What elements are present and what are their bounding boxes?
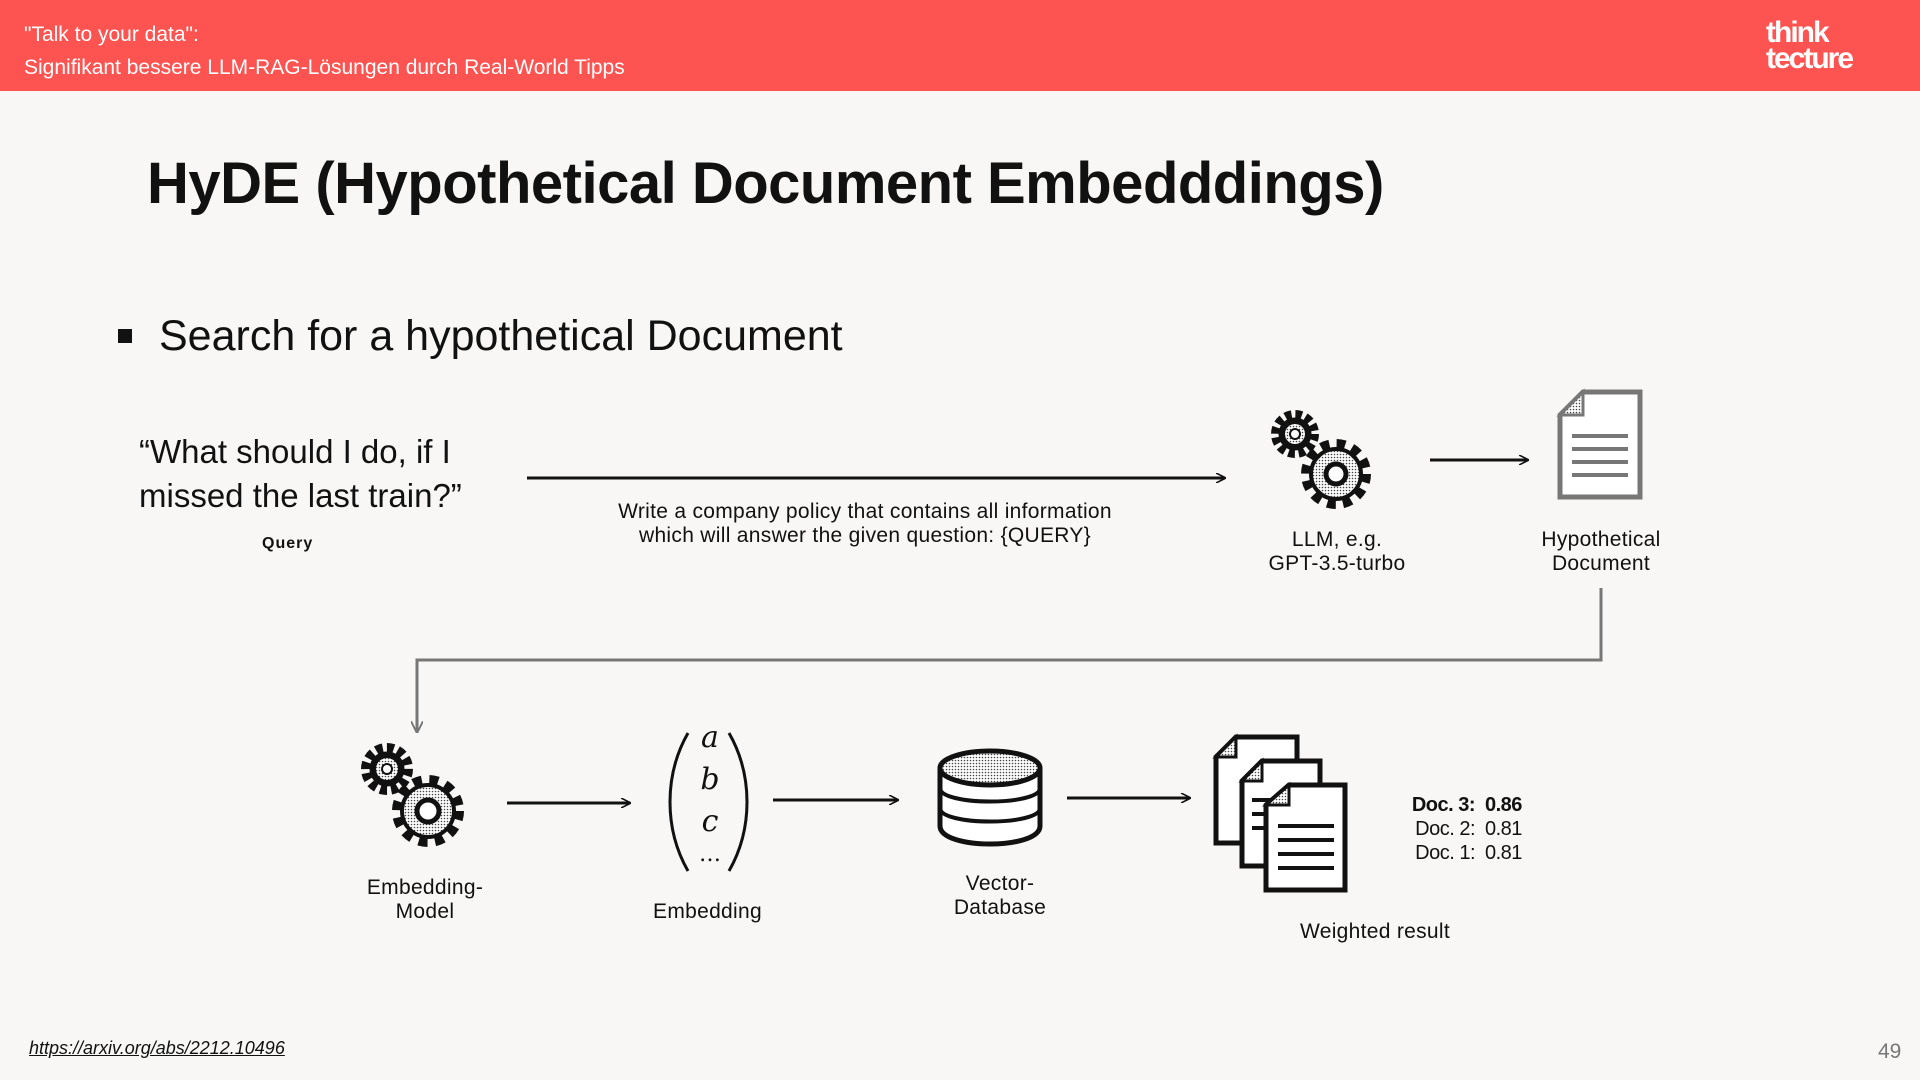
- prompt-line2: which will answer the given question: {QUERY}: [638, 524, 1091, 547]
- page-number: 49: [1878, 1040, 1902, 1063]
- score-value: 0.86: [1485, 794, 1522, 816]
- prompt-line1: Write a company policy that contains all information: [618, 500, 1112, 523]
- llm-label: [1252, 528, 1422, 576]
- embedding-model-label-line1: Embedding-: [366, 876, 484, 899]
- vector-element-b: b: [700, 762, 720, 797]
- weighted-result-scores: [1395, 793, 1522, 865]
- query-label: Query: [262, 535, 314, 552]
- logo-line2: tecture: [1766, 42, 1853, 75]
- embedding-model-label: [340, 876, 510, 924]
- hypothetical-document-label-line2: Document: [1551, 552, 1651, 575]
- score-doc-name: Doc. 3:: [1411, 794, 1475, 816]
- score-row: [1395, 841, 1522, 865]
- weighted-result-label: Weighted result: [1299, 920, 1451, 943]
- embedding-model-gears-icon: [369, 751, 457, 840]
- hypothetical-document-label: [1515, 528, 1687, 576]
- vector-database-icon: [940, 751, 1040, 844]
- presentation-title-line2: Signifikant bessere LLM-RAG-Lösungen durch Real-World Tipps: [24, 56, 625, 79]
- llm-label-line1: LLM, e.g.: [1291, 528, 1383, 551]
- score-row: [1395, 793, 1522, 817]
- vector-database-label-line2: Database: [953, 896, 1047, 919]
- presentation-title-line1: "Talk to your data":: [24, 23, 199, 46]
- llm-gears-icon: [1279, 418, 1364, 502]
- score-doc-name: Doc. 1:: [1415, 842, 1475, 864]
- score-value: 0.81: [1485, 818, 1522, 840]
- vector-element-ellipsis: …: [699, 842, 721, 867]
- query-text: “What should I do, if I missed the last train?”: [139, 433, 462, 514]
- logo-line1: think: [1766, 16, 1828, 49]
- embedding-vector: [670, 720, 750, 880]
- hypothetical-document-icon: [1560, 392, 1640, 497]
- vector-database-label: [920, 872, 1080, 920]
- vector-element-a: a: [701, 720, 719, 755]
- source-link[interactable]: https://arxiv.org/abs/2212.10496: [29, 1038, 285, 1058]
- bullet-text: Search for a hypothetical Document: [159, 312, 843, 360]
- embedding-label: Embedding: [653, 900, 762, 923]
- vector-element-c: c: [701, 804, 719, 839]
- vector-database-label-line1: Vector-: [965, 872, 1035, 895]
- hypothetical-document-label-line1: Hypothetical: [1541, 528, 1661, 551]
- slide-title: HyDE (Hypothetical Document Embedddings): [147, 151, 1384, 216]
- connector-document-to-embedding-model: [417, 588, 1601, 732]
- score-row: [1395, 817, 1522, 841]
- score-value: 0.81: [1485, 842, 1522, 864]
- documents-stack-icon: [1216, 737, 1345, 890]
- llm-label-line2: GPT-3.5-turbo: [1268, 552, 1406, 575]
- score-doc-name: Doc. 2:: [1415, 818, 1475, 840]
- embedding-model-label-line2: Model: [395, 900, 455, 923]
